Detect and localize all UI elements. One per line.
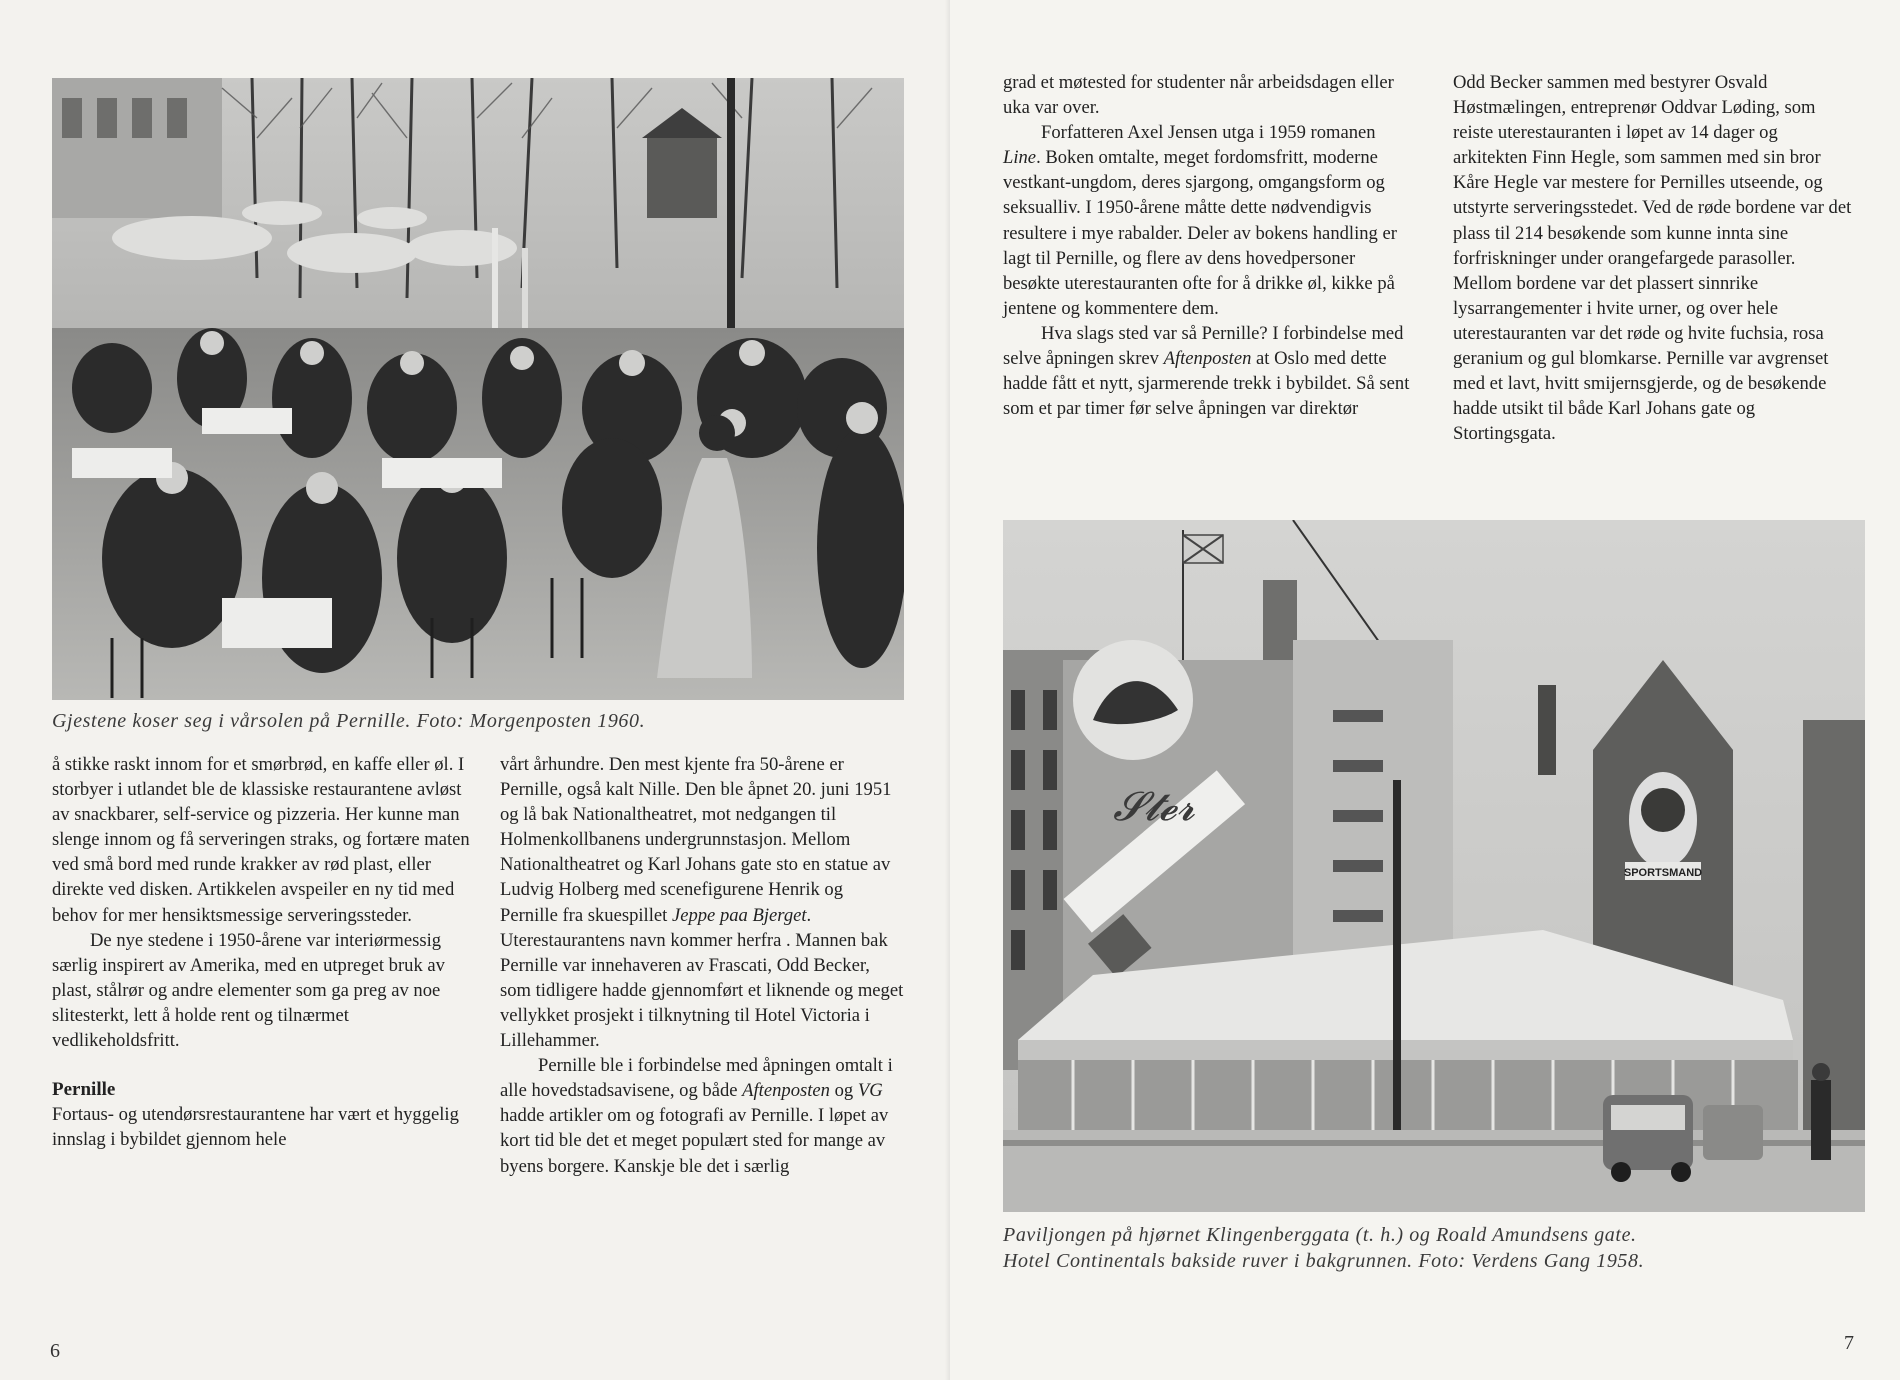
pavilion-photo [1003,520,1865,1212]
text-column-3 [1003,70,1413,421]
paragraph: å stikke raskt innom for et smørbrød, en kaffe eller øl. I storbyer i utlandet ble de klassiske restaurantene avløst av snackbarer, self-service og pizzeria. Her kunne man slenge innom og få serveringen straks, og fortære maten ved små bord med runde krakker av rød plast, eller direkte ved disken. Artikkelen avspeiler en ny tid med behov for mer hensiktsmessige serveringssteder. [52,754,470,926]
publication-name: Aftenposten [742,1080,830,1102]
right-page [950,0,1900,1380]
paragraph: vårt århundre. Den mest kjente fra 50-årene er Pernille, også kalt Nille. Den ble åpnet 20. juni 1951 og lå bak Nationaltheatret, mot nedgangen til Holmenkollbanens undergrunnstasjon. Mellom Nationaltheatret og Karl Johans gate sto en statue av Ludvig Holberg med scenefigurene Henrik og Pernille fra skuespillet Jeppe paa Bjerget. Uterestaurantens navn kommer herfra . Mannen bak Pernille var innehaveren av Frascati, Odd Becker, som tidligere hadde gjennomført et liknende og meget vellykket prosjekt i tilknytning til Hotel Victoria i Lillehammer. [500,754,904,1052]
paragraph: Forfatteren Axel Jensen utga i 1959 romanen Line. Boken omtalte, meget fordomsfritt, moderne vestkant-ungdom, deres sjargong, omgangsform og seksualliv. I 1950-årene måtte dette nødvendigvis resultere i mye rabalder. Deler av bokens handling er lagt til Pernille, og flere av dens hovedpersoner besøkte uterestauranten ofte for å drikke øl, kikke på jentene og kommentere dem. [1003,122,1397,319]
publication-name: Aftenposten [1163,348,1252,370]
paragraph: Pernille ble i forbindelse med åpningen omtalt i alle hovedstadsavisene, og både Aftenposten og VG hadde artikler om og fotografi av Pernille. I løpet av kort tid ble det et meget populært sted for mange av byens borgere. Kanskje ble det i særlig [500,1055,893,1177]
paragraph: Odd Becker sammen med bestyrer Osvald Høstmælingen, entreprenør Oddvar Løding, som reiste uterestauranten i løpet av 14 dager og arkitekten Finn Hegle, som sammen med sin bror Kåre Hegle var mestere for Pernilles utseende, og utstyrte serveringsstedet. Ved de røde bordene var det plass til 214 besøkende som kunne innta sine forfriskninger under orangefargede parasoller. Mellom bordene var det plassert sinnrike lysarrangementer i hvite urner, og over hele uterestauranten var det røde og hvite fuchsia, rosa geranium og gul blomkarse. Pernille var avgrenset med et lavt, hvitt smijernsgjerde, og de besøkende hadde utsikt til både Karl Johans gate og Stortingsgata. [1453,72,1852,445]
photo-caption-left: Gjestene koser seg i vårsolen på Pernille. Foto: Morgenposten 1960. [52,710,646,732]
photo-caption-right [1003,1222,1863,1274]
publication-name: VG [857,1080,883,1102]
paragraph: Fortaus- og utendørsrestaurantene har vært et hyggelig innslag i bybildet gjennom hele [52,1104,459,1151]
paragraph: Hva slags sted var så Pernille? I forbindelse med selve åpningen skrev Aftenposten at Oslo med dette hadde fått et nytt, sjarmerende trekk i bybildet. Så sent som et par timer før selve åpningen var direktør [1003,322,1410,420]
outdoor-cafe-photo [52,78,904,700]
caption-line-1: Paviljongen på hjørnet Klingenberggata (t. h.) og Roald Amundsens gate. [1003,1224,1637,1246]
paragraph: grad et møtested for studenter når arbeidsdagen eller uka var over. [1003,72,1394,119]
text-column-4 [1453,70,1855,446]
section-heading: Pernille [52,1079,116,1101]
svg-text:𝓢𝓽𝓮𝓻: 𝓢𝓽𝓮𝓻 [1113,784,1196,829]
text-column-1 [52,752,472,1152]
page-number-right: 7 [1844,1332,1854,1354]
paragraph: De nye stedene i 1950-årene var interiørmessig særlig inspirert av Amerika, med en utpreget bruk av plast, stålrør og andre elementer som ga preg av noe slitesterkt, lett å holde rent og tilnærmet vedlikeholdsfritt. [52,929,445,1052]
play-title: Jeppe paa Bjerget [671,904,807,926]
book-title: Line [1003,147,1037,169]
text-column-2 [500,752,905,1179]
caption-line-2: Hotel Continentals bakside ruver i bakgrunnen. Foto: Verdens Gang 1958. [1003,1250,1645,1272]
sportsmand-sign-text: SPORTSMAND [1623,867,1703,879]
page-number-left: 6 [50,1340,60,1362]
